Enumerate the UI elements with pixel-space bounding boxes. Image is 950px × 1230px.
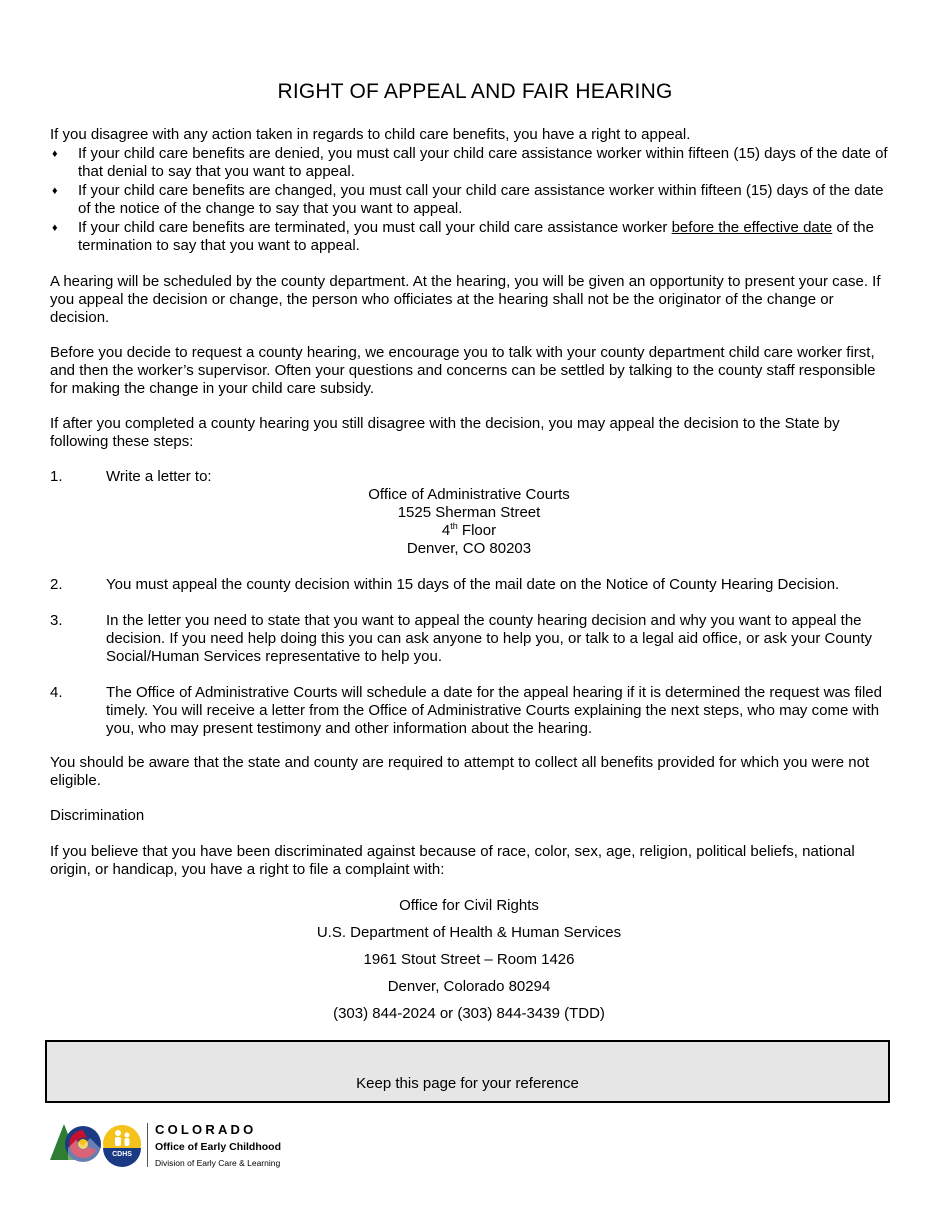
logo-division-name: Division of Early Care & Learning: [155, 1158, 281, 1168]
oac-name: Office of Administrative Courts: [368, 486, 570, 503]
ocr-phone: (303) 844-2024 or (303) 844-3439 (TDD): [333, 1005, 605, 1022]
ocr-city: Denver, Colorado 80294: [387, 978, 551, 995]
bullet-text: If your child care benefits are denied, you must call your child care assistance worker within fifteen (15) days of the date of that denial to say that you want to appeal.: [78, 145, 888, 180]
step-text: You must appeal the county decision within 15 days of the mail date on the Notice of County Hearing Decision.: [106, 576, 840, 593]
floor-number: 4: [441, 522, 451, 539]
oac-city: Denver, CO 80203: [406, 540, 532, 557]
diamond-bullet-icon: ♦: [52, 185, 58, 197]
ocr-street: 1961 Stout Street – Room 1426: [363, 951, 575, 968]
step-number: 4.: [50, 684, 63, 701]
intro-paragraph: If you disagree with any action taken in regards to child care benefits, you have a right to appeal.: [50, 126, 691, 143]
diamond-bullet-icon: ♦: [52, 148, 58, 160]
bullet-text-end: of the termination to say that you want to appeal.: [78, 219, 874, 254]
step-text: The Office of Administrative Courts will schedule a date for the appeal hearing if it is determined the request was filed timely. You will receive a letter from the Office of Administrative Courts explaining the next steps, who may come with you, who may present testimony and other information about the hearing.: [106, 684, 882, 737]
floor-suffix: th: [450, 521, 458, 531]
bullet-text: [78, 219, 893, 255]
state-appeal-paragraph: If after you completed a county hearing you still disagree with the decision, you may appeal the decision to the State by following these steps:: [50, 415, 840, 450]
oac-street: 1525 Sherman Street: [397, 504, 541, 521]
step-number: 3.: [50, 612, 63, 629]
step-number: 1.: [50, 468, 63, 485]
reference-notice-text: Keep this page for your reference: [356, 1075, 579, 1092]
bullet-text-start: If your child care benefits are terminated, you must call your child care assistance worker: [78, 219, 672, 236]
diamond-bullet-icon: ♦: [52, 222, 58, 234]
eligibility-paragraph: You should be aware that the state and county are required to attempt to collect all benefits provided for which you were not eligible.: [50, 754, 870, 789]
logo-divider: [147, 1123, 148, 1167]
step-number: 2.: [50, 576, 63, 593]
logo-state-name: COLORADO: [155, 1122, 257, 1137]
ocr-department: U.S. Department of Health & Human Services: [316, 924, 622, 941]
floor-word: Floor: [457, 522, 497, 539]
ocr-name: Office for Civil Rights: [399, 897, 539, 914]
page-title: RIGHT OF APPEAL AND FAIR HEARING: [277, 80, 673, 103]
discrimination-heading: Discrimination: [50, 807, 145, 824]
oac-floor: [0, 522, 938, 540]
supervisor-paragraph: Before you decide to request a county hearing, we encourage you to talk with your county department child care worker first, and then the worker’s supervisor. Often your questions and concerns can be settled by talking to the county staff responsible for making the change in your child care subsidy.: [50, 344, 876, 397]
hearing-paragraph: A hearing will be scheduled by the county department. At the hearing, you will be given an opportunity to present your case. If you appeal the decision or change, the person who officiates at the hearing shall not be the originator of the change or decision.: [50, 273, 881, 326]
step-text: Write a letter to:: [106, 468, 212, 485]
logo-office-name: Office of Early Childhood: [155, 1141, 282, 1153]
discrimination-paragraph: If you believe that you have been discriminated against because of race, color, sex, age, religion, political beliefs, national origin, or handicap, you have a right to file a complaint with:: [50, 843, 855, 878]
step-text: In the letter you need to state that you want to appeal the county hearing decision and why you want to appeal the decision. If you need help doing this you can ask anyone to help you, or talk to a legal aid office, or ask your County Social/Human Services representative to help you.: [106, 612, 873, 665]
cdhs-badge-text: CDHS: [112, 1151, 132, 1158]
effective-date-emphasis: before the effective date: [671, 219, 833, 236]
bullet-text: If your child care benefits are changed, you must call your child care assistance worker within fifteen (15) days of the date of the notice of the change to say that you want to appeal.: [78, 182, 884, 217]
reference-notice-box: [45, 1040, 890, 1103]
